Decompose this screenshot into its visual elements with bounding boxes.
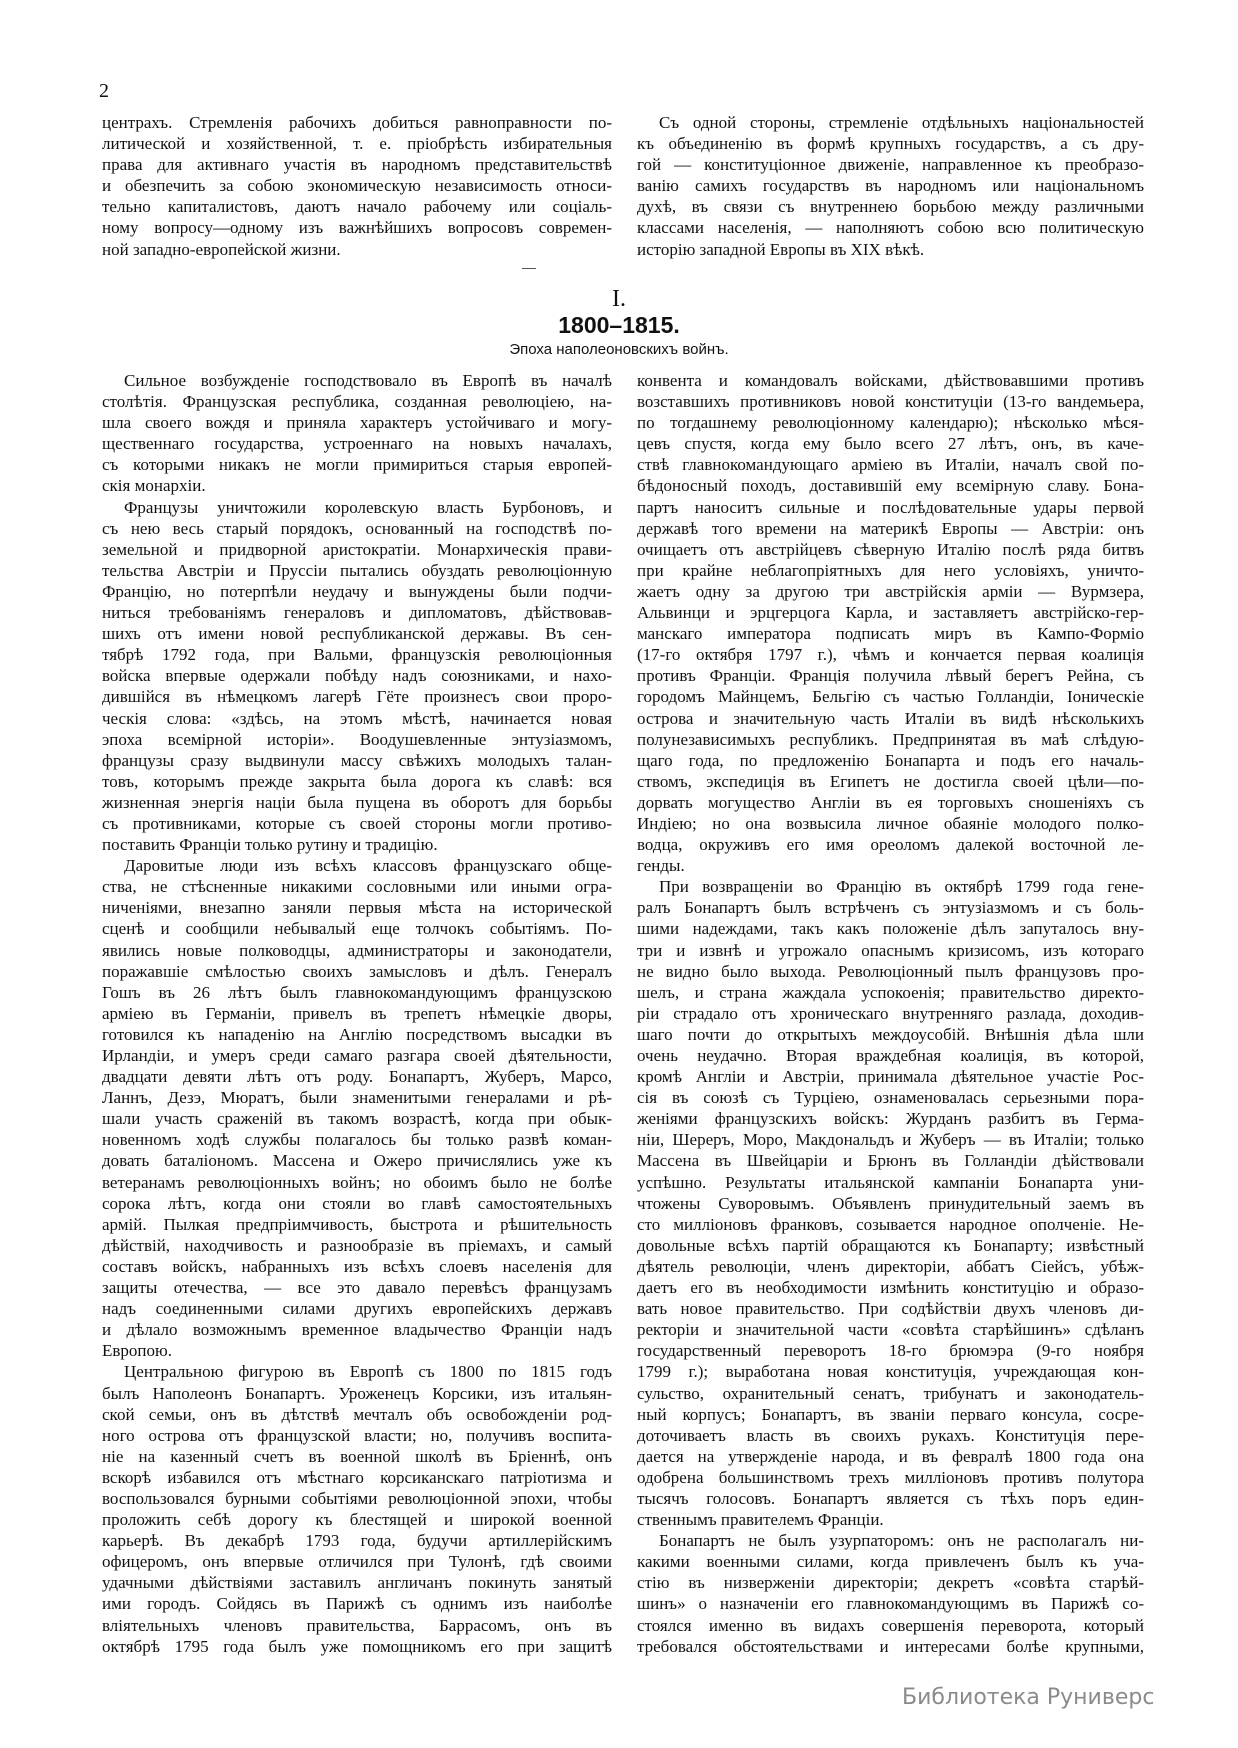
paragraph: [102, 112, 612, 260]
text-line: дорвать могущество Англіи въ ея торговыхъ сношеніяхъ съ: [637, 792, 1144, 812]
text-line: полунезависимыхъ республикъ. Предпринятая въ маѣ слѣдую-: [637, 729, 1144, 749]
text-line: гой — конституціонное движеніе, направленное къ преобразо-: [637, 155, 1144, 175]
text-line: сто милліоновъ франковъ, созывается народное ополченіе. Не-: [637, 1214, 1144, 1234]
text-line: шла своего вождя и приняла характеръ устойчиваго и могу-: [102, 413, 612, 433]
text-line: Бонапартъ не былъ узурпаторомъ: онъ не располагалъ ни-: [659, 1531, 1144, 1551]
text-line: ніи, Шереръ, Моро, Макдональдъ и Жуберъ — въ Италіи; только: [637, 1130, 1144, 1150]
text-line: щаго года, по предложенію Бонапарта и подъ его началь-: [637, 750, 1144, 770]
text-line: тябрѣ 1792 года, при Вальми, французскія революціонныя: [102, 645, 612, 665]
chapter-years: 1800–1815.: [558, 312, 680, 338]
text-line: армій. Пылкая предпріимчивость, быстрота и рѣшительность: [102, 1214, 612, 1234]
text-line: ствѣ главнокомандующаго арміею въ Италіи, началъ свой по-: [637, 455, 1144, 475]
text-line: успѣшно. Результаты итальянской кампаніи Бонапарта уни-: [637, 1172, 1144, 1192]
text-line: съ противниками, которые съ своей стороны могли противо-: [102, 813, 612, 833]
text-line: конвента и командовалъ войсками, дѣйствовавшими противъ: [637, 371, 1144, 390]
text-line: защиты отечества, — все это давало перевѣсъ французамъ: [102, 1278, 612, 1298]
text-line: ному вопросу—одному изъ важнѣйшихъ вопросовъ современ-: [102, 218, 612, 238]
text-line: ими городъ. Сойдясь въ Парижѣ съ однимъ изъ наиболѣе: [102, 1594, 612, 1614]
body-left-column: [102, 370, 612, 1657]
text-line: и дѣлало возможнымъ временное владычество Франціи надъ: [102, 1320, 612, 1340]
text-line: дившійся въ нѣмецкомъ лагерѣ Гёте произнесъ свои проро-: [102, 687, 612, 707]
text-line: острова и значительную часть Италіи въ видѣ нѣсколькихъ: [637, 708, 1144, 728]
text-line: При возвращеніи во Францію въ октябрѣ 1799 года гене-: [659, 877, 1144, 897]
text-line: сорока лѣтъ, когда они стояли во главѣ самостоятельныхъ: [102, 1193, 612, 1213]
text-line: поражавшіе смѣлостью своихъ замысловъ и дѣлъ. Генералъ: [102, 961, 612, 981]
text-line: надъ соединенными силами другихъ европейскихъ державъ: [102, 1299, 612, 1319]
text-line: ного острова отъ французской власти; но, получивъ воспита-: [102, 1425, 612, 1445]
text-line: водца, окруживъ его имя ореоломъ далекой восточной ле-: [637, 835, 1144, 855]
text-line: партъ наноситъ сильные и послѣдовательные удары первой: [637, 497, 1144, 517]
text-line: Индіею; но она возвысила личное обаяніе молодого полко-: [637, 813, 1144, 833]
text-line: манскаго императора подписать миръ въ Кампо-Форміо: [637, 624, 1144, 644]
text-line: Ланнъ, Дезэ, Мюратъ, были знаменитыми генералами и рѣ-: [102, 1088, 612, 1108]
text-line: дѣйствій, находчивость и разнообразіе въ пріемахъ, и самый: [102, 1235, 612, 1255]
paragraph: [102, 855, 612, 1361]
text-line: ріи страдало отъ хроническаго внутренняго разлада, доходив-: [637, 1003, 1144, 1023]
text-line: тысячъ голосовъ. Бонапартъ является съ тѣхъ поръ един-: [637, 1488, 1144, 1508]
text-line: ниченіями, внезапно заняли первыя мѣста на исторической: [102, 898, 612, 918]
text-line: державѣ того времени на материкѣ Европы — Австріи: онъ: [637, 518, 1144, 538]
text-line: ный корпусъ; Бонапартъ, въ званіи перваго консула, сосре-: [637, 1404, 1144, 1424]
text-line: шаго почти до открытыхъ междоусобій. Внѣшнія дѣла шли: [637, 1024, 1144, 1044]
text-line: скія монархіи.: [102, 476, 206, 496]
text-line: сульство, охранительный сенатъ, трибунатъ и законодатель-: [637, 1383, 1144, 1403]
text-line: столѣтія. Французская республика, созданная революціею, на-: [102, 392, 612, 412]
text-line: стоялся именно въ видахъ совершенія переворота, который: [637, 1615, 1144, 1635]
text-line: шинъ» о назначеніи его главнокомандующимъ въ Парижѣ со-: [637, 1594, 1144, 1614]
text-line: тельно капиталистовъ, даютъ начало рабочему или соціаль-: [102, 197, 612, 217]
text-line: тельства Австріи и Пруссіи пытались обуздать революціонную: [102, 560, 612, 580]
library-watermark: Библиотека Руниверс: [902, 1685, 1155, 1710]
text-line: французы сразу выдвинули массу свѣжихъ молодыхъ талан-: [102, 750, 612, 770]
text-line: противъ Франціи. Франція получила лѣвый берегъ Рейна, съ: [637, 666, 1144, 686]
text-line: Даровитые люди изъ всѣхъ классовъ французскаго обще-: [124, 856, 612, 876]
paragraph: [102, 370, 612, 497]
text-line: войска впервые одержали побѣду надъ союзниками, и нахо-: [102, 666, 612, 686]
text-line: возставшихъ противниковъ новой конституціи (13-го вандемьера,: [637, 392, 1144, 412]
text-line: съ нею весь старый порядокъ, основанный на господствѣ по-: [102, 518, 612, 538]
text-line: очень неудачно. Вторая враждебная коалиція, въ которой,: [637, 1046, 1144, 1065]
text-line: Европою.: [102, 1341, 172, 1361]
text-line: цевъ спустя, когда ему было всего 27 лѣтъ, онъ, въ каче-: [637, 434, 1144, 454]
text-line: государственный переворотъ 18-го брюмэра (9-го ноября: [637, 1341, 1144, 1361]
paragraph: [637, 1530, 1144, 1657]
text-line: ралъ Бонапартъ былъ встрѣченъ съ энтузіазмомъ и съ боль-: [637, 898, 1144, 918]
text-line: какими военными силами, когда привлеченъ былъ къ уча-: [637, 1552, 1144, 1572]
text-line: бѣдоносный походъ, доставившій ему всемірную славу. Бона-: [637, 476, 1144, 496]
text-line: генды.: [637, 856, 685, 876]
text-line: двадцати девяти лѣтъ отъ роду. Бонапартъ, Жуберъ, Марсо,: [102, 1067, 612, 1087]
text-line: Французы уничтожили королевскую власть Бурбоновъ, и: [124, 497, 612, 517]
text-line: при крайне неблагопріятныхъ для него условіяхъ, уничто-: [637, 560, 1144, 580]
text-line: готовился къ нападенію на Англію посредствомъ высадки въ: [102, 1024, 612, 1044]
text-line: Массена въ Швейцаріи и Брюнъ въ Голландіи дѣйствовали: [637, 1151, 1144, 1171]
text-line: шали участь сраженій въ такомъ возрастѣ, когда при обык-: [102, 1109, 612, 1129]
text-line: довольные всѣхъ партій обращаются къ Бонапарту; извѣстный: [637, 1235, 1144, 1255]
top-left-column: [102, 112, 612, 260]
text-line: ческія слова: «здѣсь, на этомъ мѣстѣ, начинается новая: [102, 708, 612, 728]
text-line: (17-го октября 1797 г.), чѣмъ и кончается первая коалиція: [637, 645, 1144, 665]
text-line: вскорѣ избавился отъ мѣстнаго корсиканскаго патріотизма и: [102, 1467, 612, 1487]
text-line: эпоха всемірной исторіи». Воодушевленные энтузіазмомъ,: [102, 729, 612, 749]
text-line: Ирландіи, и умеръ среди самаго разгара своей дѣятельности,: [102, 1046, 612, 1065]
text-line: ской семьи, онъ въ дѣтствѣ мечталъ объ освобожденіи род-: [102, 1404, 612, 1424]
text-line: права для активнаго участія въ народномъ представительствѣ: [102, 155, 612, 175]
text-line: вать новое правительство. При содѣйствіи двухъ членовъ ди-: [637, 1299, 1144, 1319]
text-line: ректоріи и значительной части «совѣта старѣйшинъ» сдѣланъ: [637, 1320, 1144, 1340]
text-line: поставить Франціи только рутину и традицію.: [102, 835, 438, 855]
paragraph: [637, 112, 1144, 260]
text-line: даетъ его въ необходимости измѣнить конституцію и образо-: [637, 1278, 1144, 1298]
text-line: жизненная энергія націи была пущена въ оборотъ для борьбы: [102, 792, 612, 812]
text-line: вліятельныхъ членовъ правительства, Баррасомъ, онъ въ: [102, 1615, 612, 1635]
text-line: шими надеждами, такъ какъ положеніе дѣлъ запуталось вну-: [637, 919, 1144, 939]
text-line: новенномъ ходѣ службы полагалось бы только развѣ коман-: [102, 1130, 612, 1150]
body-right-column: [637, 370, 1144, 1657]
text-line: чтожены Суворовымъ. Объявленъ принудительный заемъ въ: [637, 1193, 1144, 1213]
text-line: сія въ союзѣ съ Турціею, ознаменовалась серьезными пора-: [637, 1088, 1144, 1108]
text-line: духѣ, въ связи съ внутреннею борьбою между различными: [637, 197, 1144, 217]
text-line: составъ войскъ, набранныхъ изъ всѣхъ слоевъ населенія для: [102, 1256, 612, 1276]
paragraph: [102, 1361, 612, 1656]
text-line: щественнаго государства, устроеннаго на новыхъ началахъ,: [102, 434, 612, 454]
text-line: удачными дѣйствіями заставилъ англичанъ покинуть занятый: [102, 1573, 612, 1593]
text-line: Сильное возбужденіе господствовало въ Европѣ въ началѣ: [124, 371, 612, 390]
text-line: Альвинци и эрцгерцога Карла, и заставляетъ австрійско-гер-: [637, 603, 1144, 623]
text-line: ветеранамъ революціонныхъ войнъ; но обоимъ было не болѣе: [102, 1172, 612, 1192]
text-line: одобрена большинствомъ трехъ милліоновъ противъ полутора: [637, 1467, 1144, 1487]
text-line: арміею въ Германіи, привелъ въ трепетъ нѣмецкіе дворы,: [102, 1003, 612, 1023]
text-line: сценѣ и сообщили небывалый еще толчокъ событіямъ. По-: [102, 919, 612, 939]
text-line: женіями французскихъ войскъ: Журданъ разбитъ въ Герма-: [637, 1109, 1144, 1129]
text-line: стію въ низверженіи директоріи; декретъ «совѣта старѣй-: [637, 1573, 1144, 1593]
text-line: не видно было выхода. Революціонный пылъ французовъ про-: [637, 961, 1144, 981]
text-line: центрахъ. Стремленія рабочихъ добиться равноправности по-: [102, 113, 612, 132]
text-line: Гошъ въ 26 лѣтъ былъ главнокомандующимъ французскою: [102, 982, 612, 1002]
text-line: шихъ отъ имени новой республиканской державы. Въ сен-: [102, 624, 612, 644]
text-line: городомъ Майнцемъ, Бельгію съ частью Голландіи, Іоническіе: [637, 687, 1144, 707]
text-line: дѣятель революціи, членъ директоріи, аббатъ Сіейсъ, убѣж-: [637, 1256, 1144, 1276]
text-line: требовался обстоятельствами и интересами болѣе крупными,: [637, 1636, 1144, 1656]
text-line: къ объединенію въ формѣ крупныхъ государствъ, а съ дру-: [637, 134, 1144, 154]
text-line: ной западно-европейской жизни.: [102, 239, 341, 259]
text-line: ствомъ, экспедиція въ Египетъ не достигла своей цѣли—по-: [637, 771, 1144, 791]
text-line: кромѣ Англіи и Австріи, принимала дѣятельное участіе Рос-: [637, 1067, 1144, 1087]
text-line: ства, не стѣсненные никакими сословными или иными огра-: [102, 877, 612, 897]
paragraph: [102, 497, 612, 856]
text-line: ниться требованіямъ генераловъ и дипломатовъ, дѣйствовав-: [102, 603, 612, 623]
text-line: ственнымъ правителемъ Франціи.: [637, 1510, 884, 1530]
text-line: Францію, но потерпѣли неудачу и вынуждены были подчи-: [102, 581, 612, 601]
paragraph: [637, 876, 1144, 1530]
text-line: 1799 г.); выработана новая конституція, учреждающая кон-: [637, 1362, 1144, 1382]
text-line: три и извнѣ и угрожало опаснымъ кризисомъ, изъ котораго: [637, 940, 1144, 960]
chapter-number: I.: [612, 286, 626, 312]
text-line: былъ Наполеонъ Бонапартъ. Уроженецъ Корсики, изъ итальян-: [102, 1383, 612, 1403]
paragraph: [637, 370, 1144, 876]
text-line: и обезпечить за собою экономическую независимость относи-: [102, 176, 612, 196]
text-line: товъ, которымъ прежде закрыта была дорога къ славѣ: вся: [102, 771, 612, 791]
text-line: Съ одной стороны, стремленіе отдѣльныхъ національностей: [659, 113, 1144, 132]
text-line: литической и хозяйственной, т. е. пріобрѣсть избирательныя: [102, 134, 612, 154]
text-line: по тогдашнему революціонному календарю); нѣсколько мѣся-: [637, 413, 1144, 433]
text-line: исторію западной Европы въ XIX вѣкѣ.: [637, 239, 925, 259]
text-line: довать баталіономъ. Массена и Ожеро причислялись уже къ: [102, 1151, 612, 1171]
text-line: шелъ, и страна жаждала успокоенія; правительство директо-: [637, 982, 1144, 1002]
text-line: ванію самихъ государствъ въ народномъ или національномъ: [637, 176, 1144, 196]
text-line: воспользовался бурными событіями революціонной эпохи, чтобы: [102, 1488, 612, 1508]
text-line: жаетъ одну за другою три австрійскія арміи — Вурмзера,: [637, 581, 1144, 601]
top-right-column: [637, 112, 1144, 260]
text-line: ніе на казенный счетъ въ военной школѣ въ Бріеннѣ, онъ: [102, 1446, 612, 1466]
section-divider: [522, 268, 536, 269]
text-line: очищаетъ отъ австрійцевъ сѣверную Италію послѣ ряда битвъ: [637, 539, 1144, 559]
text-line: доточиваетъ власть въ своихъ рукахъ. Конституція пере-: [637, 1425, 1144, 1445]
text-line: съ которыми никакъ не могли примириться старыя европей-: [102, 455, 612, 475]
text-line: Центральною фигурою въ Европѣ съ 1800 по 1815 годъ: [124, 1362, 612, 1382]
text-line: дается на утвержденіе народа, и въ февралѣ 1800 года она: [637, 1446, 1144, 1466]
text-line: офицеромъ, онъ впервые отличился при Тулонѣ, гдѣ своими: [102, 1552, 612, 1572]
chapter-title: Эпоха наполеоновскихъ войнъ.: [509, 341, 729, 358]
text-line: классами населенія, — наполняютъ собою всю политическую: [637, 218, 1144, 238]
text-line: земельной и придворной аристократіи. Монархическія прави-: [102, 539, 612, 559]
text-line: карьерѣ. Въ декабрѣ 1793 года, будучи артиллерійскимъ: [102, 1531, 612, 1551]
text-line: явились новые полководцы, администраторы и законодатели,: [102, 940, 612, 960]
text-line: октябрѣ 1795 года былъ уже помощникомъ его при защитѣ: [102, 1636, 612, 1656]
text-line: проложить себѣ дорогу къ блестящей и широкой военной: [102, 1510, 612, 1530]
page-number: 2: [99, 80, 109, 102]
